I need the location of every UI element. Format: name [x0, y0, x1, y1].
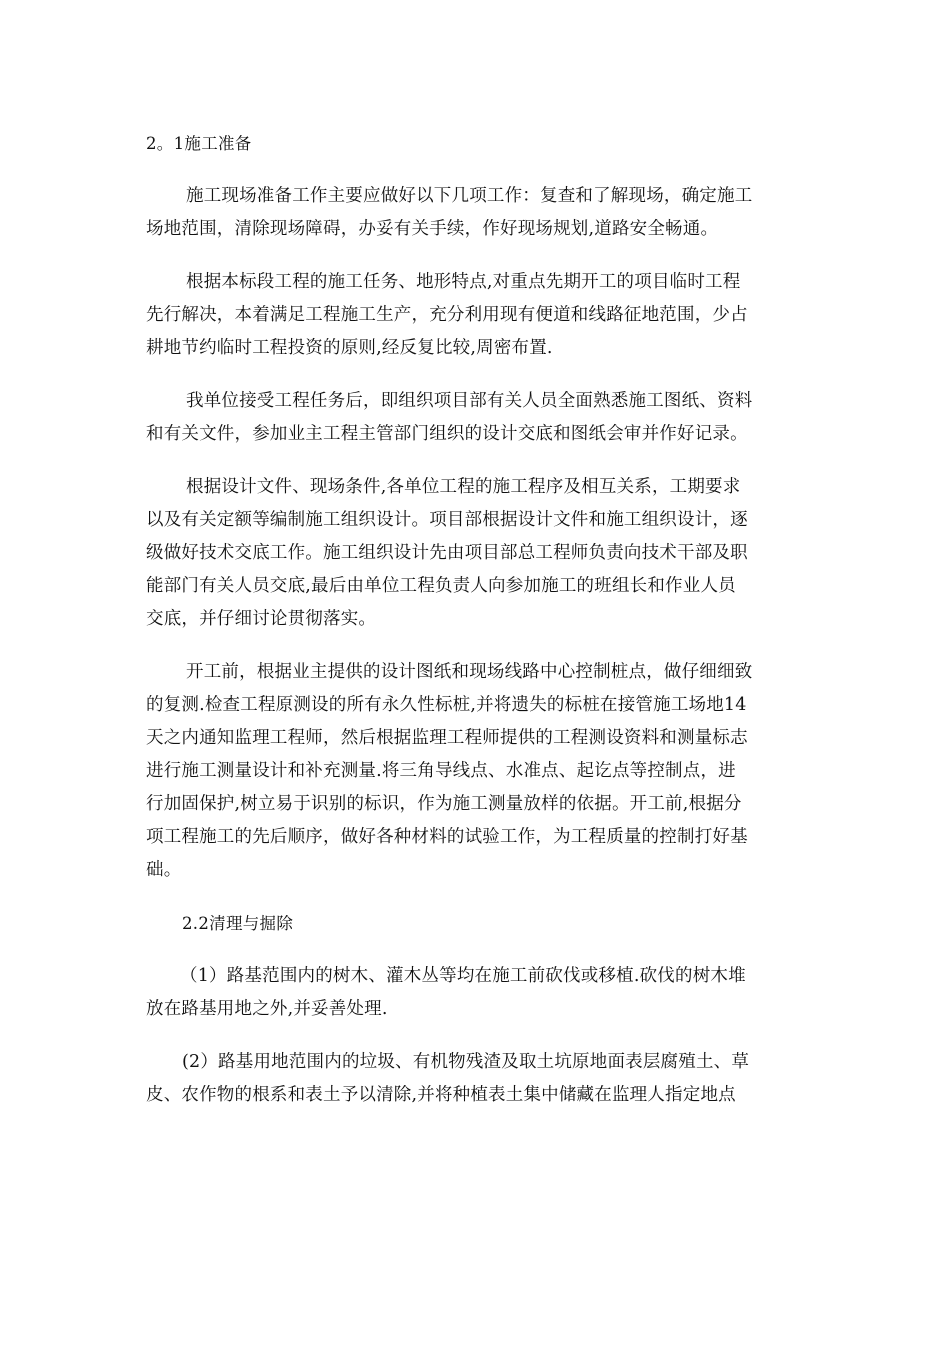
- paragraph-line: (2）路基用地范围内的垃圾、有机物残渣及取土坑原地面表层腐殖土、草: [182, 1052, 750, 1072]
- paragraph-site-preparation: [146, 180, 806, 246]
- paragraph-clearing-item-1: [146, 960, 806, 1026]
- paragraph-line: 施工现场准备工作主要应做好以下几项工作：复查和了解现场，确定施工: [186, 186, 753, 206]
- paragraph-line: 以及有关定额等编制施工组织设计。项目部根据设计文件和施工组织设计，逐: [146, 510, 748, 530]
- paragraph-line: 先行解决，本着满足工程施工生产，充分利用现有便道和线路征地范围，少占: [146, 305, 748, 325]
- paragraph-line: 的复测.检查工程原测设的所有永久性标桩,并将遗失的标桩在接管施工场地14: [146, 695, 747, 715]
- paragraph-line: 放在路基用地之外,并妥善处理.: [146, 999, 388, 1019]
- paragraph-line: （1）路基范围内的树木、灌木丛等均在施工前砍伐或移植.砍伐的树木堆: [180, 966, 746, 986]
- paragraph-line: 我单位接受工程任务后，即组织项目部有关人员全面熟悉施工图纸、资料: [186, 391, 753, 411]
- paragraph-line: 耕地节约临时工程投资的原则,经反复比较,周密布置.: [146, 338, 553, 358]
- paragraph-line: 场地范围，清除现场障碍，办妥有关手续，作好现场规划,道路安全畅通。: [146, 219, 719, 239]
- paragraph-line: 交底，并仔细讨论贯彻落实。: [146, 609, 377, 629]
- paragraph-construction-organization: [146, 471, 806, 636]
- paragraph-line: 皮、农作物的根系和表土予以清除,并将种植表土集中储藏在监理人指定地点: [146, 1085, 736, 1105]
- paragraph-line: 根据本标段工程的施工任务、地形特点,对重点先期开工的项目临时工程: [186, 272, 741, 292]
- paragraph-line: 开工前，根据业主提供的设计图纸和现场线路中心控制桩点，做仔细细致: [186, 662, 753, 682]
- section-heading-2-2: 2.2清理与掘除: [182, 914, 294, 933]
- paragraph-line: 进行施工测量设计和补充测量.将三角导线点、水准点、起讫点等控制点，进: [146, 761, 736, 781]
- paragraph-temporary-works: [146, 266, 806, 365]
- paragraph-line: 天之内通知监理工程师，然后根据监理工程师提供的工程测设资料和测量标志: [146, 728, 748, 748]
- paragraph-line: 项工程施工的先后顺序，做好各种材料的试验工作，为工程质量的控制打好基: [146, 827, 748, 847]
- paragraph-line: 础。: [146, 860, 182, 880]
- document-body: [146, 127, 806, 1112]
- paragraph-line: 级做好技术交底工作。施工组织设计先由项目部总工程师负责向技术干部及职: [146, 543, 748, 563]
- section-heading-2-1: 2。1施工准备: [146, 134, 252, 153]
- paragraph-clearing-item-2: [146, 1046, 806, 1112]
- paragraph-line: 能部门有关人员交底,最后由单位工程负责人向参加施工的班组长和作业人员: [146, 576, 736, 596]
- paragraph-survey-before-start: [146, 656, 806, 887]
- paragraph-line: 和有关文件，参加业主工程主管部门组织的设计交底和图纸会审并作好记录。: [146, 424, 748, 444]
- paragraph-line: 行加固保护,树立易于识别的标识，作为施工测量放样的依据。开工前,根据分: [146, 794, 742, 814]
- paragraph-drawing-review: [146, 385, 806, 451]
- paragraph-line: 根据设计文件、现场条件,各单位工程的施工程序及相互关系，工期要求: [186, 477, 741, 497]
